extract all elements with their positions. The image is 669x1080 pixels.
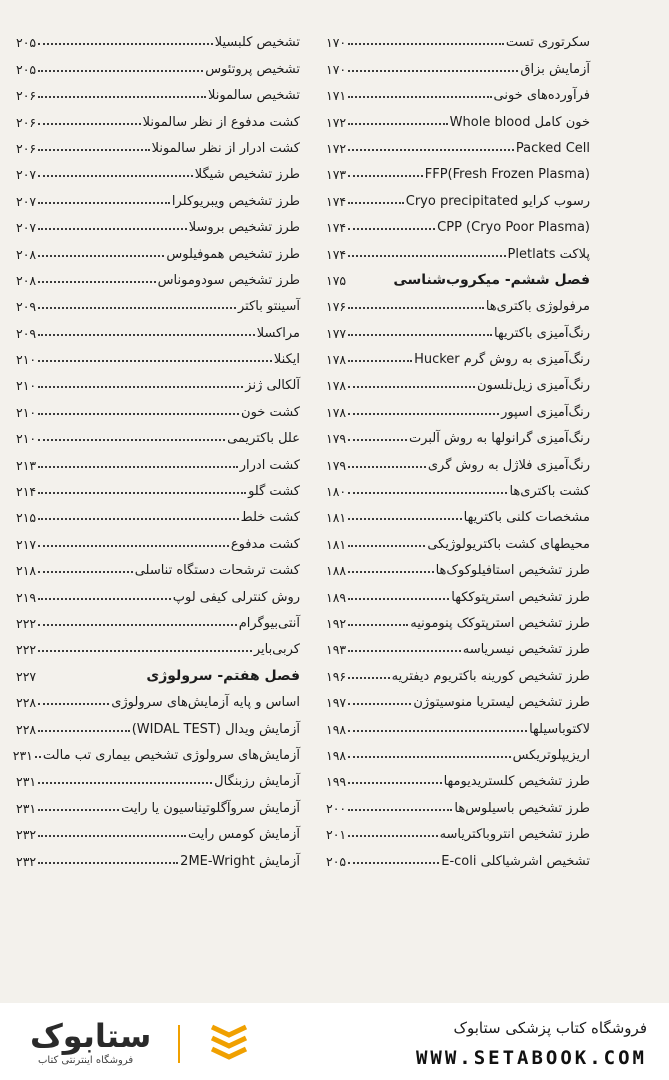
toc-title: آلکالی ژنز xyxy=(245,378,300,394)
toc-entry xyxy=(16,314,300,340)
toc-title: کشت خون xyxy=(241,404,300,420)
dot-leader xyxy=(35,756,41,758)
toc-title: رنگ‌آمیزی اسپور xyxy=(501,404,590,420)
toc-title: رنگ‌آمیزی فلاژل به روش گری xyxy=(427,457,590,473)
toc-title: کشت ادرار xyxy=(239,457,300,473)
toc-page-number: ۲۰۶ xyxy=(16,140,37,156)
dot-leader xyxy=(38,281,156,283)
toc-entry xyxy=(326,816,590,842)
toc-entry xyxy=(326,24,590,50)
toc-title: آزمایش ویدال (WIDAL TEST) xyxy=(131,721,300,737)
stacked-books-icon xyxy=(210,1023,248,1063)
toc-page-number: ۱۸۰ xyxy=(326,484,347,500)
toc-entry xyxy=(326,525,590,551)
dot-leader xyxy=(38,571,133,573)
dot-leader xyxy=(348,571,433,573)
toc-title: رنگ‌آمیزی به روش گرم Hucker xyxy=(414,352,590,368)
toc-page-number: ۲۳۱ xyxy=(16,800,37,816)
dot-leader xyxy=(38,386,243,388)
toc-title: طرز تشخیص باسیلوس‌ها xyxy=(454,800,590,816)
toc-entry xyxy=(326,499,590,525)
toc-entry xyxy=(16,103,300,129)
toc-page-number: ۱۷۱ xyxy=(326,88,347,104)
toc-title: کشت گلو xyxy=(248,484,300,500)
dot-leader xyxy=(348,624,408,626)
dot-leader xyxy=(348,756,510,758)
chapter-heading xyxy=(16,657,300,683)
toc-title: آزمایش بزاق xyxy=(520,61,590,77)
toc-entry xyxy=(16,710,300,736)
toc-page-number: ۲۱۴ xyxy=(16,484,37,500)
toc-title: آزمایش‌های سرولوژی تشخیص بیماری تب مالت xyxy=(42,747,300,763)
dot-leader xyxy=(348,149,514,151)
dot-leader xyxy=(348,809,452,811)
toc-title: رنگ‌آمیزی گرانولها به روش آلبرت xyxy=(408,431,590,447)
toc-page-number: ۲۱۰ xyxy=(16,431,37,447)
toc-title: FFP(Fresh Frozen Plasma) xyxy=(424,167,590,183)
toc-entry xyxy=(16,578,300,604)
toc-page-number: ۲۱۵ xyxy=(16,510,37,526)
toc-page-number: ۲۲۷ xyxy=(16,668,37,684)
dot-leader xyxy=(38,175,193,177)
toc-entry xyxy=(16,789,300,815)
dot-leader xyxy=(348,545,425,547)
dot-leader xyxy=(38,466,238,468)
toc-entry xyxy=(326,737,590,763)
toc-entry xyxy=(326,209,590,235)
dot-leader xyxy=(38,650,252,652)
dot-leader xyxy=(348,598,449,600)
toc-entry xyxy=(326,341,590,367)
toc-entry xyxy=(326,578,590,604)
toc-title: تشخیص کلبسیلا xyxy=(214,35,300,51)
toc-page-number: ۲۳۱ xyxy=(12,747,33,763)
toc-page-number: ۱۷۹ xyxy=(326,431,347,447)
dot-leader xyxy=(38,598,171,600)
toc-title: طرز تشخیص نیسریاسه xyxy=(462,642,590,658)
toc-entry xyxy=(326,367,590,393)
toc-page-number: ۲۰۱ xyxy=(326,827,347,843)
toc-title: طرز تشخیص بروسلا xyxy=(188,220,300,236)
toc-page-number: ۲۰۶ xyxy=(16,114,37,130)
toc-page-number: ۱۷۳ xyxy=(326,167,347,183)
toc-entry xyxy=(326,446,590,472)
toc-entry xyxy=(326,842,590,868)
dot-leader xyxy=(348,703,411,705)
dot-leader xyxy=(348,862,439,864)
logo-wordmark: ستابوک xyxy=(30,1017,152,1055)
toc-entry xyxy=(326,288,590,314)
toc-entry xyxy=(326,684,590,710)
toc-page-number: ۱۸۱ xyxy=(326,536,347,552)
dot-leader xyxy=(38,730,130,732)
dot-leader xyxy=(348,492,507,494)
toc-title: طرز تشخیص استرپتوکک پنومونیه xyxy=(410,615,590,631)
toc-title: طرز تشخیص استرپتوککها xyxy=(451,589,590,605)
toc-entry xyxy=(326,314,590,340)
toc-page-number: ۲۱۰ xyxy=(16,404,37,420)
toc-title: طرز تشخیص ویبریوکلرا xyxy=(171,193,300,209)
toc-page-number: ۲۰۵ xyxy=(16,35,37,51)
toc-title: روش کنترلی کیفی لوپ xyxy=(172,589,300,605)
store-footer xyxy=(0,1003,669,1080)
toc-title: کشت ترشحات دستگاه تناسلی xyxy=(134,563,300,579)
toc-title: آزمایش سروآگلوتیناسیون یا رایت xyxy=(121,800,300,816)
toc-entry xyxy=(16,473,300,499)
toc-page-number: ۱۹۸ xyxy=(326,747,347,763)
toc-page-number: ۲۱۳ xyxy=(16,457,37,473)
toc-page-number: ۱۷۸ xyxy=(326,404,347,420)
toc-entry xyxy=(16,262,300,288)
toc-entry xyxy=(16,209,300,235)
toc-title: کربی‌بایر xyxy=(253,642,300,658)
toc-entry xyxy=(326,182,590,208)
dot-leader xyxy=(348,202,404,204)
toc-entry xyxy=(326,763,590,789)
toc-entry xyxy=(16,156,300,182)
dot-leader xyxy=(38,96,206,98)
dot-leader xyxy=(348,360,412,362)
toc-page-number: ۱۹۸ xyxy=(326,721,347,737)
toc-entry xyxy=(326,605,590,631)
chapter-heading xyxy=(326,262,590,288)
dot-leader xyxy=(38,413,239,415)
toc-page-number: ۲۲۸ xyxy=(16,695,37,711)
toc-entry xyxy=(16,605,300,631)
toc-entry xyxy=(16,367,300,393)
dot-leader xyxy=(348,439,407,441)
toc-title: طرز تشخیص لیستریا منوسیتوژن xyxy=(413,695,590,711)
toc-page-number: ۲۰۸ xyxy=(16,246,37,262)
toc-title: خون کامل Whole blood xyxy=(449,114,590,130)
toc-page-number: ۱۹۲ xyxy=(326,615,347,631)
toc-page-number: ۲۰۵ xyxy=(326,853,347,869)
toc-entry xyxy=(326,420,590,446)
dot-leader xyxy=(38,255,164,257)
dot-leader xyxy=(348,175,423,177)
dot-leader xyxy=(38,334,255,336)
toc-page-number: ۱۷۸ xyxy=(326,378,347,394)
dot-leader xyxy=(348,334,492,336)
toc-entry xyxy=(16,446,300,472)
toc-page-number: ۲۳۱ xyxy=(16,774,37,790)
toc-entry xyxy=(16,50,300,76)
toc-title: مرفولوژی باکتری‌ها xyxy=(485,299,590,315)
toc-page-number: ۲۲۸ xyxy=(16,721,37,737)
toc-page-number: ۲۰۷ xyxy=(16,167,37,183)
toc-title: کشت باکتری‌ها xyxy=(509,484,590,500)
dot-leader xyxy=(38,70,203,72)
toc-page-number: ۲۱۷ xyxy=(16,536,37,552)
dot-leader xyxy=(348,835,437,837)
toc-entry xyxy=(326,130,590,156)
toc-page-number: ۲۰۹ xyxy=(16,299,37,315)
toc-page-number: ۲۲۲ xyxy=(16,642,37,658)
toc-page-number: ۱۷۴ xyxy=(326,220,347,236)
toc-page-number: ۱۹۹ xyxy=(326,774,347,790)
toc-title: پلاکت Pletlats xyxy=(507,246,590,262)
toc-entry xyxy=(16,552,300,578)
toc-page-number: ۲۲۲ xyxy=(16,615,37,631)
toc-title: طرز تشخیص هموفیلوس xyxy=(166,246,300,262)
toc-title: کشت مدفوع از نظر سالمونلا xyxy=(142,114,300,130)
dot-leader xyxy=(38,492,246,494)
toc-page-number: ۱۸۱ xyxy=(326,510,347,526)
dot-leader xyxy=(38,307,236,309)
toc-page-number: ۲۰۷ xyxy=(16,220,37,236)
toc-column-left xyxy=(12,24,300,869)
toc-title: طرز تشخیص انتروباکتریاسه xyxy=(439,827,590,843)
toc-entry xyxy=(16,341,300,367)
toc-page-number: ۱۷۲ xyxy=(326,114,347,130)
toc-title: اریزیپلوتریکس xyxy=(512,747,590,763)
toc-entry xyxy=(16,235,300,261)
toc-title: کشت ادرار از نظر سالمونلا xyxy=(151,140,300,156)
dot-leader xyxy=(348,782,441,784)
toc-title: Packed Cell xyxy=(515,140,590,156)
toc-title: طرز تشخیص کورینه باکتریوم دیفتریه xyxy=(391,668,590,684)
toc-title: آزمایش 2ME-Wright xyxy=(180,853,300,869)
store-website[interactable]: WWW.SETABOOK.COM xyxy=(415,1047,647,1069)
toc-entry xyxy=(326,710,590,736)
toc-title: اساس و پایه آزمایش‌های سرولوژی xyxy=(111,695,300,711)
toc-page-number: ۱۹۷ xyxy=(326,695,347,711)
toc-title: فرآورده‌های خونی xyxy=(493,88,590,104)
toc-page-number: ۱۷۴ xyxy=(326,246,347,262)
toc-entry xyxy=(326,156,590,182)
dot-leader xyxy=(348,730,527,732)
toc-title: فصل ششم- میکروب‌شناسی xyxy=(393,271,590,288)
toc-title: تشخیص اشرشیاکلی E-coli xyxy=(441,853,590,869)
toc-page-number: ۱۹۳ xyxy=(326,642,347,658)
dot-leader xyxy=(348,43,504,45)
dot-leader xyxy=(38,360,272,362)
dot-leader xyxy=(38,809,119,811)
toc-column-right xyxy=(326,24,590,869)
toc-title: رسوب کرایو Cryo precipitated xyxy=(405,193,590,209)
dot-leader xyxy=(348,677,389,679)
dot-leader xyxy=(38,43,213,45)
toc-title: آزمایش رزبنگال xyxy=(214,774,300,790)
store-name: فروشگاه کتاب پزشکی ستابوک xyxy=(453,1019,647,1037)
toc-page-number: ۲۱۰ xyxy=(16,352,37,368)
toc-entry xyxy=(16,525,300,551)
toc-entry xyxy=(16,816,300,842)
dot-leader xyxy=(348,307,484,309)
toc-title: لاکتوباسیلها xyxy=(529,721,590,737)
toc-title: طرز تشخیص کلستریدیومها xyxy=(443,774,590,790)
dot-leader xyxy=(348,466,426,468)
toc-entry xyxy=(16,77,300,103)
toc-title: فصل هفتم- سرولوژی xyxy=(146,667,300,684)
dot-leader xyxy=(38,228,187,230)
dot-leader xyxy=(348,228,435,230)
toc-title: تشخیص پروتئوس xyxy=(205,61,300,77)
dot-leader xyxy=(348,518,461,520)
toc-entry xyxy=(16,499,300,525)
toc-title: مشخصات کلنی باکتریها xyxy=(463,510,590,526)
toc-title: آسینتو باکتر xyxy=(238,299,300,315)
toc-entry xyxy=(12,737,300,763)
toc-page-number: ۲۰۰ xyxy=(326,800,347,816)
dot-leader xyxy=(38,862,178,864)
toc-entry xyxy=(16,288,300,314)
toc-page-number: ۲۱۸ xyxy=(16,563,37,579)
toc-entry xyxy=(16,130,300,156)
dot-leader xyxy=(348,255,505,257)
dot-leader xyxy=(348,123,448,125)
dot-leader xyxy=(38,123,141,125)
dot-leader xyxy=(38,518,238,520)
toc-page-number: ۱۷۲ xyxy=(326,140,347,156)
toc-entry xyxy=(16,393,300,419)
toc-title: آنتی‌بیوگرام xyxy=(238,615,300,631)
toc-title: علل باکتریمی xyxy=(227,431,300,447)
dot-leader xyxy=(348,96,491,98)
toc-entry xyxy=(16,842,300,868)
toc-title: کشت مدفوع xyxy=(230,536,300,552)
toc-title: CPP (Cryo Poor Plasma) xyxy=(437,220,590,236)
toc-entry xyxy=(326,789,590,815)
toc-page-number: ۲۱۰ xyxy=(16,378,37,394)
toc-page-number: ۱۸۹ xyxy=(326,589,347,605)
toc-page-number: ۲۱۹ xyxy=(16,589,37,605)
toc-title: رنگ‌آمیزی باکتریها xyxy=(494,325,590,341)
dot-leader xyxy=(38,202,170,204)
toc-page-number: ۲۰۶ xyxy=(16,88,37,104)
toc-title: طرز تشخیص شیگلا xyxy=(194,167,300,183)
toc-page-number: ۲۳۲ xyxy=(16,827,37,843)
toc-entry xyxy=(326,393,590,419)
toc-entry xyxy=(326,631,590,657)
toc-title: رنگ‌آمیزی زیل‌نلسون xyxy=(476,378,590,394)
toc-page-number: ۲۰۷ xyxy=(16,193,37,209)
toc-title: ایکنلا xyxy=(273,352,300,368)
toc-title: طرز تشخیص استافیلوکوک‌ها xyxy=(435,563,590,579)
dot-leader xyxy=(38,703,109,705)
toc-page-number: ۲۰۸ xyxy=(16,272,37,288)
dot-leader xyxy=(348,650,461,652)
dot-leader xyxy=(38,624,237,626)
toc-entry xyxy=(326,473,590,499)
toc-title: تشخیص سالمونلا xyxy=(207,88,300,104)
logo-divider xyxy=(178,1025,180,1063)
dot-leader xyxy=(38,545,229,547)
toc-title: محیطهای کشت باکتریولوژیکی xyxy=(427,536,590,552)
toc-page-number: ۱۷۰ xyxy=(326,61,347,77)
toc-title: آزمایش کومس رایت xyxy=(188,827,300,843)
toc-page-number: ۲۳۲ xyxy=(16,853,37,869)
toc-entry xyxy=(16,182,300,208)
toc-title: سکرتوری تست xyxy=(505,35,590,51)
dot-leader xyxy=(348,386,475,388)
toc-page-number: ۱۷۶ xyxy=(326,299,347,315)
toc-page-number: ۱۷۰ xyxy=(326,35,347,51)
toc-page-number: ۱۷۷ xyxy=(326,325,347,341)
toc-page-number: ۱۹۶ xyxy=(326,668,347,684)
toc-entry xyxy=(16,763,300,789)
toc-entry xyxy=(16,684,300,710)
dot-leader xyxy=(348,70,518,72)
toc-entry xyxy=(326,552,590,578)
toc-entry xyxy=(326,235,590,261)
dot-leader xyxy=(38,149,149,151)
toc-entry xyxy=(326,103,590,129)
toc-title: مراکسلا xyxy=(256,325,300,341)
dot-leader xyxy=(348,413,499,415)
logo-subtitle: فروشگاه اینترنتی کتاب xyxy=(38,1055,134,1066)
toc-entry xyxy=(326,77,590,103)
toc-page-number: ۱۷۵ xyxy=(326,272,347,288)
toc-entry xyxy=(16,420,300,446)
toc-entry xyxy=(16,631,300,657)
toc-page-number: ۱۸۸ xyxy=(326,563,347,579)
toc-title: طرز تشخیص سودوموناس xyxy=(157,272,300,288)
toc-entry xyxy=(326,50,590,76)
toc-title: کشت خلط xyxy=(240,510,300,526)
toc-entry xyxy=(326,657,590,683)
toc-page-number: ۱۷۸ xyxy=(326,352,347,368)
dot-leader xyxy=(38,782,212,784)
toc-page-number: ۲۰۹ xyxy=(16,325,37,341)
toc-page-number: ۱۷۴ xyxy=(326,193,347,209)
toc-entry xyxy=(16,24,300,50)
dot-leader xyxy=(38,439,225,441)
dot-leader xyxy=(38,835,186,837)
toc-page-number: ۱۷۹ xyxy=(326,457,347,473)
toc-page-number: ۲۰۵ xyxy=(16,61,37,77)
